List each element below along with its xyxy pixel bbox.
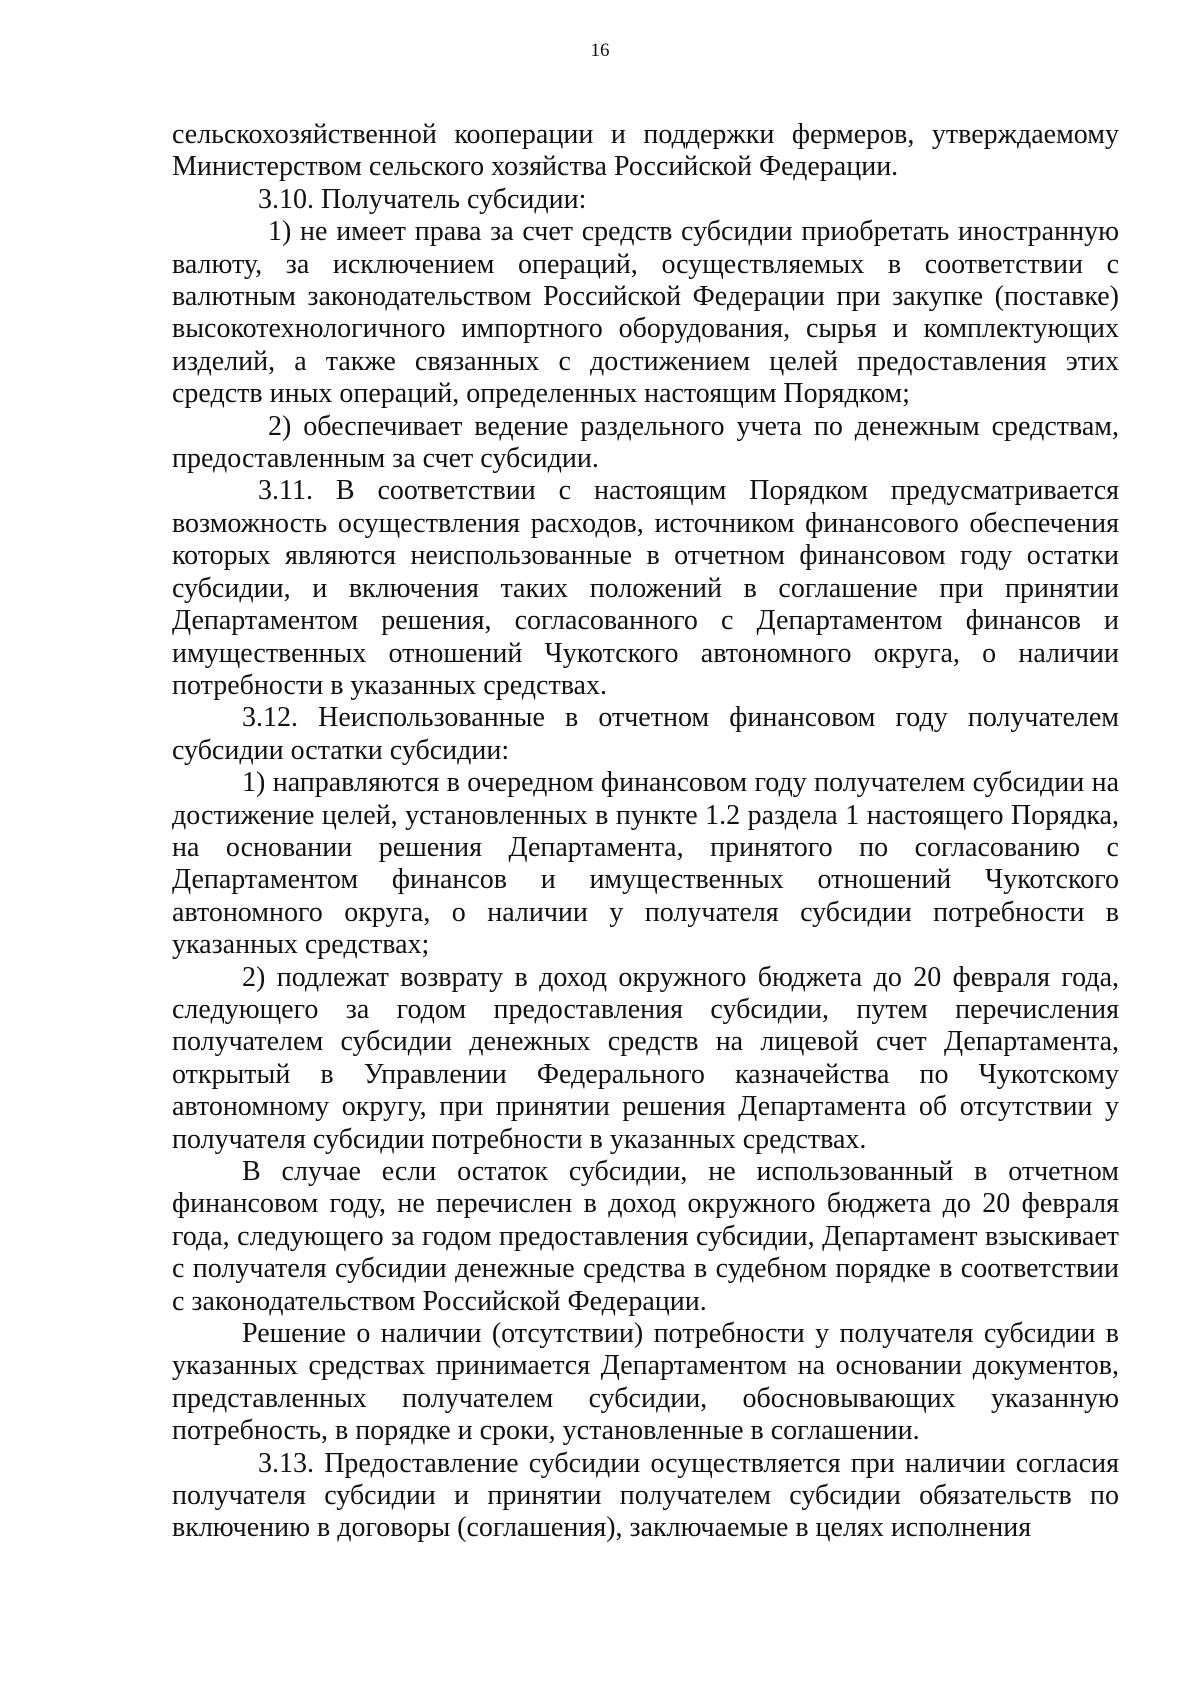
paragraph-3-12: 3.12. Неиспользованные в отчетном финансовом году получателем субсидии остатки субсидии: — [172, 702, 1119, 766]
paragraph-3-12-item-2: 2) подлежат возврату в доход окружного бюджета до 20 февраля года, следующего за годом предоставления субсидии, путем перечисления получателем субсидии денежных средств на лицевой счет Департамента, открытый в Управлении Федерального казначейства по Чукотскому автономному округу, при принятии решения Департамента об отсутствии у получателя субсидии потребности в указанных средствах. — [172, 961, 1119, 1155]
document-body — [172, 119, 1119, 1545]
paragraph-refund-note: В случае если остаток субсидии, не использованный в отчетном финансовом году, не перечислен в доход окружного бюджета до 20 февраля года, следующего за годом предоставления субсидии, Департамент взыскивает с получателя субсидии денежные средства в судебном порядке в соответствии с законодательством Российской Федерации. — [172, 1156, 1119, 1317]
paragraph-3-10-item-2: 2) обеспечивает ведение раздельного учета по денежным средствам, предоставленным за счет субсидии. — [172, 410, 1119, 475]
paragraph-decision-note: Решение о наличии (отсутствии) потребности у получателя субсидии в указанных средствах принимается Департаментом на основании документов, представленных получателем субсидии, обосновывающих указанную потребность, в порядке и сроки, установленные в соглашении. — [172, 1318, 1119, 1447]
paragraph-3-10-item-1: 1) не имеет права за счет средств субсидии приобретать иностранную валюту, за исключением операций, осуществляемых в соответствии с валютным законодательством Российской Федерации при закупке (поставке) высокотехнологичного импортного оборудования, сырья и комплектующих изделий, а также связанных с достижением целей предоставления этих средств иных операций, определенных настоящим Порядком; — [172, 216, 1119, 410]
paragraph-3-12-item-1: 1) направляются в очередном финансовом году получателем субсидии на достижение целей, установленных в пункте 1.2 раздела 1 настоящего Порядка, на основании решения Департамента, принятого по согласованию с Департаментом финансов и имущественных отношений Чукотского автономного округа, о наличии у получателя субсидии потребности в указанных средствах; — [172, 767, 1119, 961]
paragraph-3-13: 3.13. Предоставление субсидии осуществляется при наличии согласия получателя субсидии и принятии получателем субсидии обязательств по включению в договоры (соглашения), заключаемые в целях исполнения — [172, 1447, 1119, 1544]
paragraph-3-11: 3.11. В соответствии с настоящим Порядком предусматривается возможность осуществления расходов, источником финансового обеспечения которых являются неиспользованные в отчетном финансовом году остатки субсидии, и включения таких положений в соглашение при принятии Департаментом решения, согласованного с Департаментом финансов и имущественных отношений Чукотского автономного округа, о наличии потребности в указанных средствах. — [172, 475, 1119, 701]
paragraph-3-10: 3.10. Получатель субсидии: — [258, 183, 587, 215]
page-number: 16 — [590, 40, 610, 61]
paragraph-continuation: сельскохозяйственной кооперации и поддержки фермеров, утверждаемому Министерством сельского хозяйства Российской Федерации. — [172, 119, 1119, 183]
